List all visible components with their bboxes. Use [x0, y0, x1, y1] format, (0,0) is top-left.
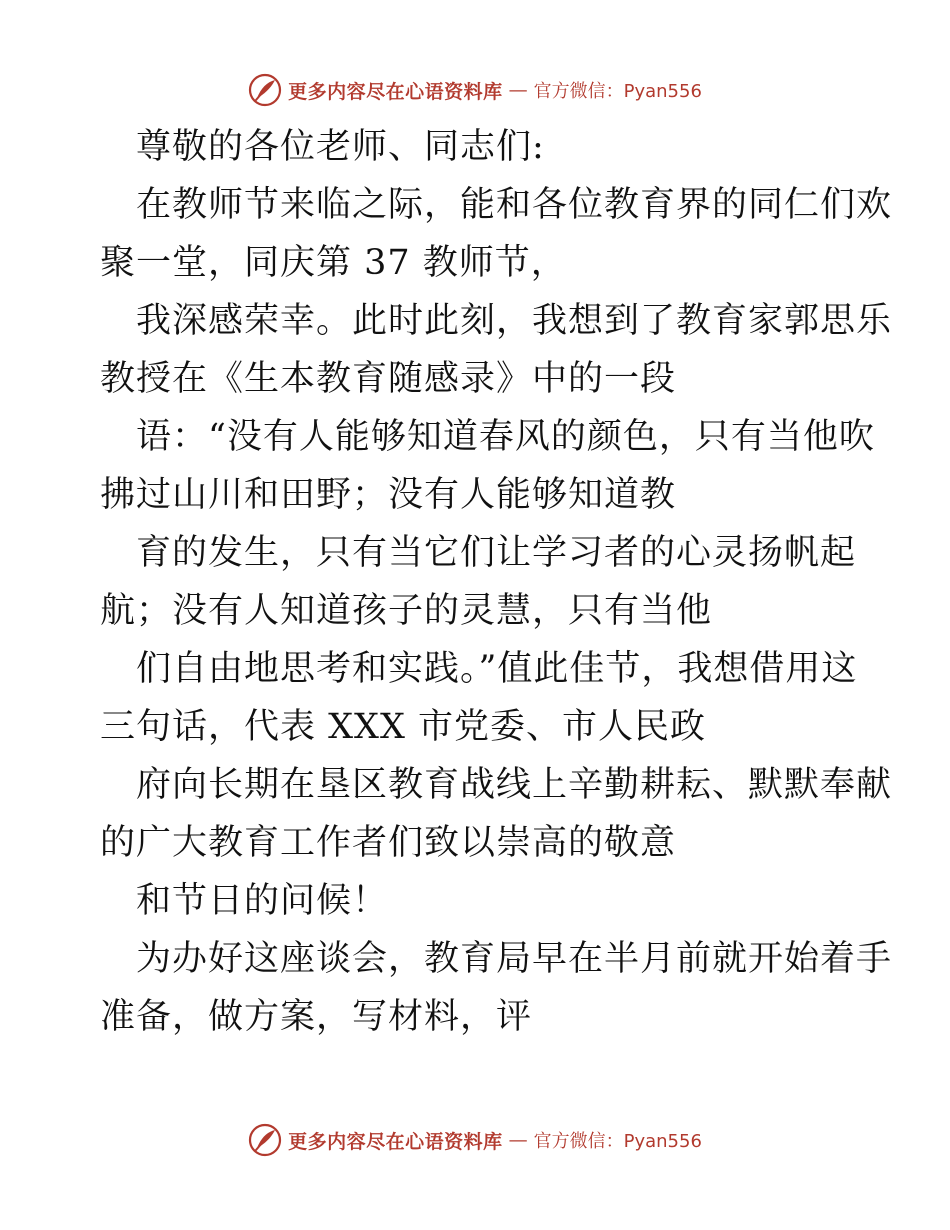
- paragraph: [100, 176, 893, 292]
- watermark-footer: [0, 1120, 950, 1160]
- text-line: 的广大教育工作者们致以崇高的敬意: [100, 823, 677, 863]
- watermark-separator: —: [508, 79, 528, 101]
- text-line: 育的发生，只有当它们让学习者的心灵扬帆起: [136, 533, 857, 573]
- text-line: 们自由地思考和实践。”值此佳节，我想借用这: [136, 649, 858, 689]
- paragraph: [100, 292, 893, 408]
- watermark-main-text: 更多内容尽在心语资料库: [288, 80, 503, 103]
- text-line: 府向长期在垦区教育战线上辛勤耕耘、默默奉献: [136, 765, 893, 805]
- quill-logo-icon: [248, 73, 282, 107]
- text-line: 为办好这座谈会，教育局早在半月前就开始着手: [136, 939, 893, 979]
- text-line: 准备，做方案，写材料，评: [100, 997, 533, 1037]
- paragraph: [100, 872, 860, 930]
- paragraph: [100, 118, 860, 176]
- document-body: [100, 118, 893, 1046]
- paragraph: [100, 640, 860, 756]
- paragraph: [100, 930, 893, 1046]
- paragraph: [100, 524, 860, 640]
- paragraph: [100, 756, 893, 872]
- text-line: 在教师节来临之际，能和各位教育界的同仁们欢: [136, 185, 893, 225]
- text-line: 尊敬的各位老师、同志们:: [136, 127, 545, 167]
- watermark-wechat-text: 官方微信：Pyan556: [533, 81, 702, 102]
- quill-logo-icon: [248, 1123, 282, 1157]
- watermark-wechat-text: 官方微信：Pyan556: [533, 1131, 702, 1152]
- text-line: 我深感荣幸。此时此刻，我想到了教育家郭思乐: [136, 301, 893, 341]
- watermark-header: [0, 70, 950, 110]
- text-line: 和节日的问候！: [136, 881, 389, 921]
- paragraph: [100, 408, 875, 524]
- text-line: 教授在《生本教育随感录》中的一段: [100, 359, 677, 399]
- text-line: 三句话，代表 XXX 市党委、市人民政: [100, 707, 707, 747]
- text-line: 语：“没有人能够知道春风的颜色，只有当他吹: [136, 417, 875, 457]
- text-line: 拂过山川和田野；没有人能够知道教: [100, 475, 677, 515]
- watermark-separator: —: [508, 1129, 528, 1151]
- text-line: 聚一堂，同庆第 37 教师节，: [100, 243, 567, 283]
- text-line: 航；没有人知道孩子的灵慧，只有当他: [100, 591, 713, 631]
- watermark-main-text: 更多内容尽在心语资料库: [288, 1130, 503, 1153]
